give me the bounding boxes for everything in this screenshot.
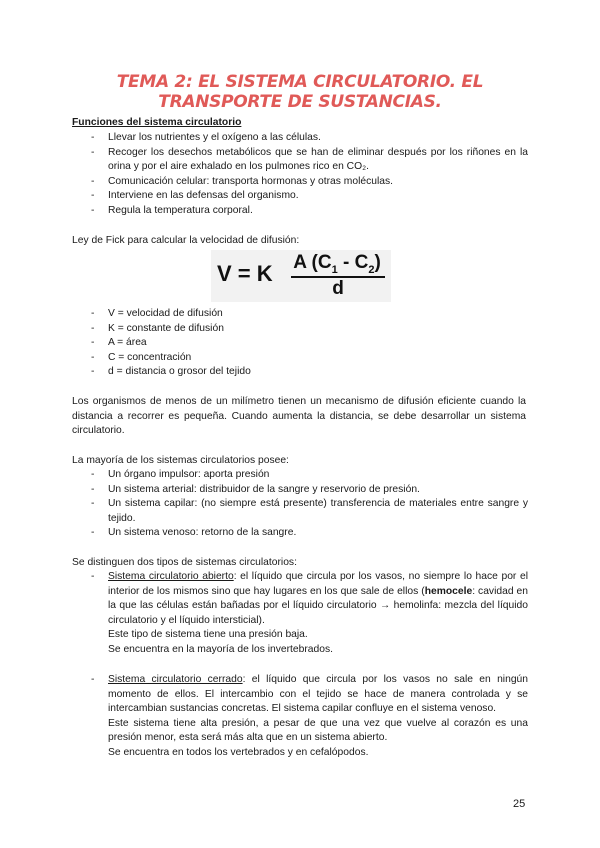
list-item: - Regula la temperatura corporal. [88, 204, 528, 219]
list-item: - C = concentración [88, 351, 528, 366]
list-item: - K = constante de difusión [88, 322, 528, 337]
list-item: - V = velocidad de difusión [88, 307, 528, 322]
fick-formula [211, 250, 391, 302]
list-item: - Llevar los nutrientes y el oxígeno a las células. [88, 131, 528, 146]
abierto-presion: Este tipo de sistema tiene una presión baja. [108, 629, 308, 641]
section-heading: Funciones del sistema circulatorio [72, 117, 242, 128]
list-item: - Comunicación celular: transporta hormonas y otras moléculas. [88, 175, 528, 190]
list-item: - Un sistema capilar: (no siempre está presente) transferencia de materiales entre sangre y tejido. [88, 497, 528, 526]
fick-intro: Ley de Fick para calcular la velocidad de difusión: [72, 235, 300, 246]
mayoria-intro: La mayoría de los sistemas circulatorios posee: [72, 455, 289, 466]
formula-denominator: d [332, 278, 344, 299]
formula-lhs: V = K [217, 261, 273, 286]
cerrado-ubicacion: Se encuentra en todos los vertebrados y en cefalópodos. [108, 746, 369, 758]
list-item: - d = distancia o grosor del tejido [88, 365, 528, 380]
list-item-cerrado: - Sistema circulatorio cerrado: el líquido que circula por los vasos no sale en ningún momento de ellos. El intercambio con el tejido se hace de manera controlada y se intercambian sustancias concretas. El sistema capilar confluye en el sistema venoso. Este sistema tiene alta presión, a pesar de que una vez que vuelve al corazón es una presión menor, esta será más alta que en un sistema abierto. Se encuentra en todos los vertebrados y en cefalópodos. [88, 673, 528, 761]
formula-numerator: A $(C_1 - C_2)$ [293, 252, 381, 276]
funciones-list [88, 131, 528, 219]
list-item: - Un sistema arterial: distribuidor de la sangre y reservorio de presión. [88, 483, 528, 498]
page-title: TEMA 2: EL SISTEMA CIRCULATORIO. EL TRANSPORTE DE SUSTANCIAS. [116, 72, 484, 112]
list-item: - A = área [88, 336, 528, 351]
list-item-abierto: - Sistema circulatorio abierto: el líquido que circula por los vasos, no siempre lo hace por el interior de los mismos sino que hay lugares en los que sale de ellos (hemocele: cavidad en la que las células están bañadas por el líquido circulatorio → hemolinfa: mezcla del líquido circulatorio y el líquido intersticial). Este tipo de sistema tiene una presión baja. Se encuentra en la mayoría de los invertebrados. [88, 570, 528, 658]
list-item: - Un sistema venoso: retorno de la sangre. [88, 526, 528, 541]
componentes-list [88, 468, 528, 541]
list-item: - Un órgano impulsor: aporta presión [88, 468, 528, 483]
cerrado-term: Sistema circulatorio cerrado [108, 674, 243, 685]
list-item: - Recoger los desechos metabólicos que se han de eliminar después por los riñones en la orina y por el aire exhalado en los pulmones rico en CO₂. [88, 146, 528, 175]
tipos-intro: Se distinguen dos tipos de sistemas circulatorios: [72, 557, 297, 568]
cerrado-presion: Este sistema tiene alta presión, a pesar de que una vez que vuelve al corazón es una presión menor, esta será más alta que en un sistema abierto. [108, 717, 528, 744]
hemocele-term: hemocele [424, 585, 473, 597]
list-item: - Interviene en las defensas del organismo. [88, 189, 528, 204]
page-number: 25 [513, 798, 526, 810]
organismos-paragraph: Los organismos de menos de un milímetro tienen un mecanismo de difusión eficiente cuando la distancia a recorrer es pequeña. Cuando aumenta la distancia, se debe desarrollar un sistema circulatorio. [72, 396, 526, 437]
variables-list [88, 307, 528, 380]
abierto-term: Sistema circulatorio abierto [108, 571, 234, 582]
tipos-list-cerrado [88, 673, 528, 761]
tipos-list-abierto [88, 570, 528, 658]
abierto-ubicacion: Se encuentra en la mayoría de los invertebrados. [108, 643, 333, 655]
